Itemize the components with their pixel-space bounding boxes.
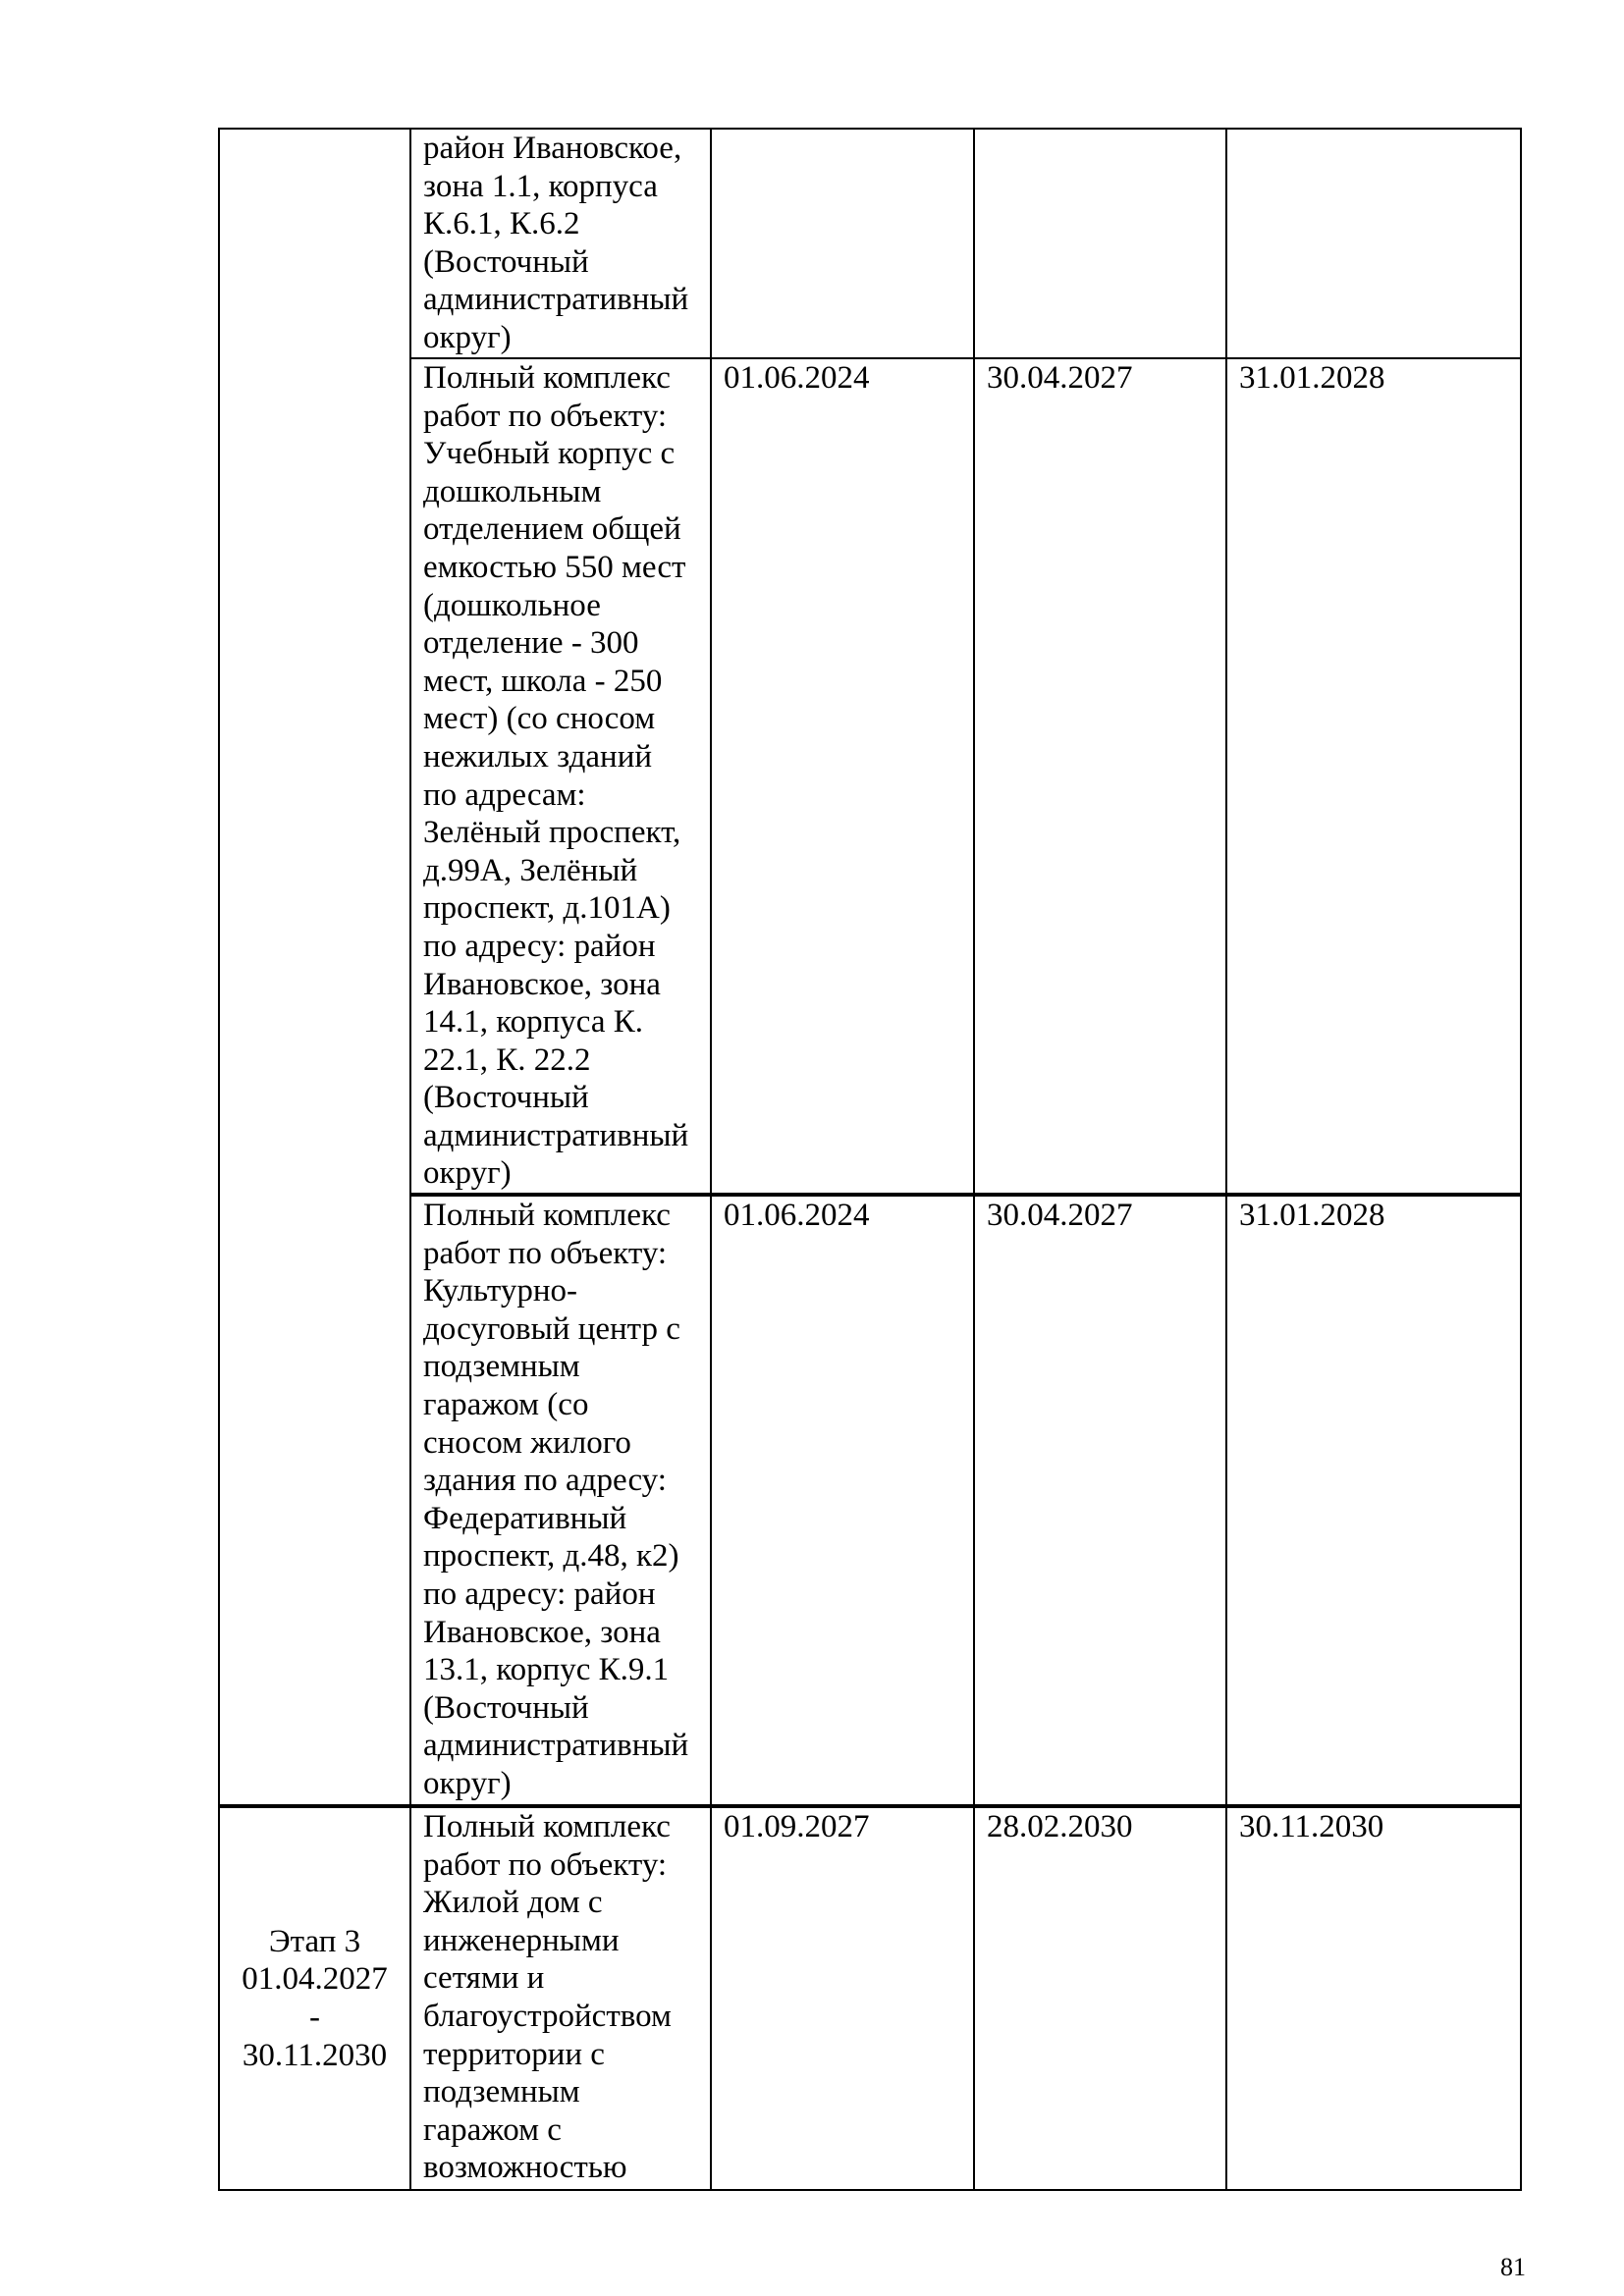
table-row (219, 1806, 1521, 2190)
end-date-cell (974, 129, 1226, 358)
work-description-cell: район Ивановское, зона 1.1, корпуса К.6.1, К.6.2 (Восточный административный округ) (410, 129, 711, 358)
final-date-cell: 30.11.2030 (1226, 1806, 1521, 2190)
end-date-cell: 28.02.2030 (974, 1806, 1226, 2190)
work-description-cell: Полный комплекс работ по объекту: Жилой дом с инженерными сетями и благоустройством территории с подземным гаражом с возможностью (410, 1806, 711, 2190)
work-description-cell: Полный комплекс работ по объекту: Культурно- досуговый центр с подземным гаражом (со сносом жилого здания по адресу: Федеративный проспект, д.48, к2) по адресу: район Ивановское, зона 13.1, корпус К.9.1 (Восточный административный округ) (410, 1195, 711, 1806)
work-description-cell: Полный комплекс работ по объекту: Учебный корпус с дошкольным отделением общей емкостью 550 мест (дошкольное отделение - 300 мест, школа - 250 мест) (со сносом нежилых зданий по адресам: Зелёный проспект, д.99А, Зелёный проспект, д.101А) по адресу: район Ивановское, зона 14.1, корпуса К. 22.1, К. 22.2 (Восточный административный округ) (410, 358, 711, 1195)
start-date-cell: 01.06.2024 (711, 358, 974, 1195)
start-date-cell: 01.06.2024 (711, 1195, 974, 1806)
stage-cell (219, 129, 410, 1806)
page-number: 81 (1500, 2253, 1526, 2281)
start-date-cell: 01.09.2027 (711, 1806, 974, 2190)
table-row (219, 1195, 1521, 1806)
final-date-cell: 31.01.2028 (1226, 1195, 1521, 1806)
schedule-table (218, 128, 1522, 2191)
stage-cell: Этап 3 01.04.2027 - 30.11.2030 (219, 1806, 410, 2190)
table-row (219, 129, 1521, 358)
table-row (219, 358, 1521, 1195)
start-date-cell (711, 129, 974, 358)
end-date-cell: 30.04.2027 (974, 358, 1226, 1195)
final-date-cell (1226, 129, 1521, 358)
final-date-cell: 31.01.2028 (1226, 358, 1521, 1195)
end-date-cell: 30.04.2027 (974, 1195, 1226, 1806)
